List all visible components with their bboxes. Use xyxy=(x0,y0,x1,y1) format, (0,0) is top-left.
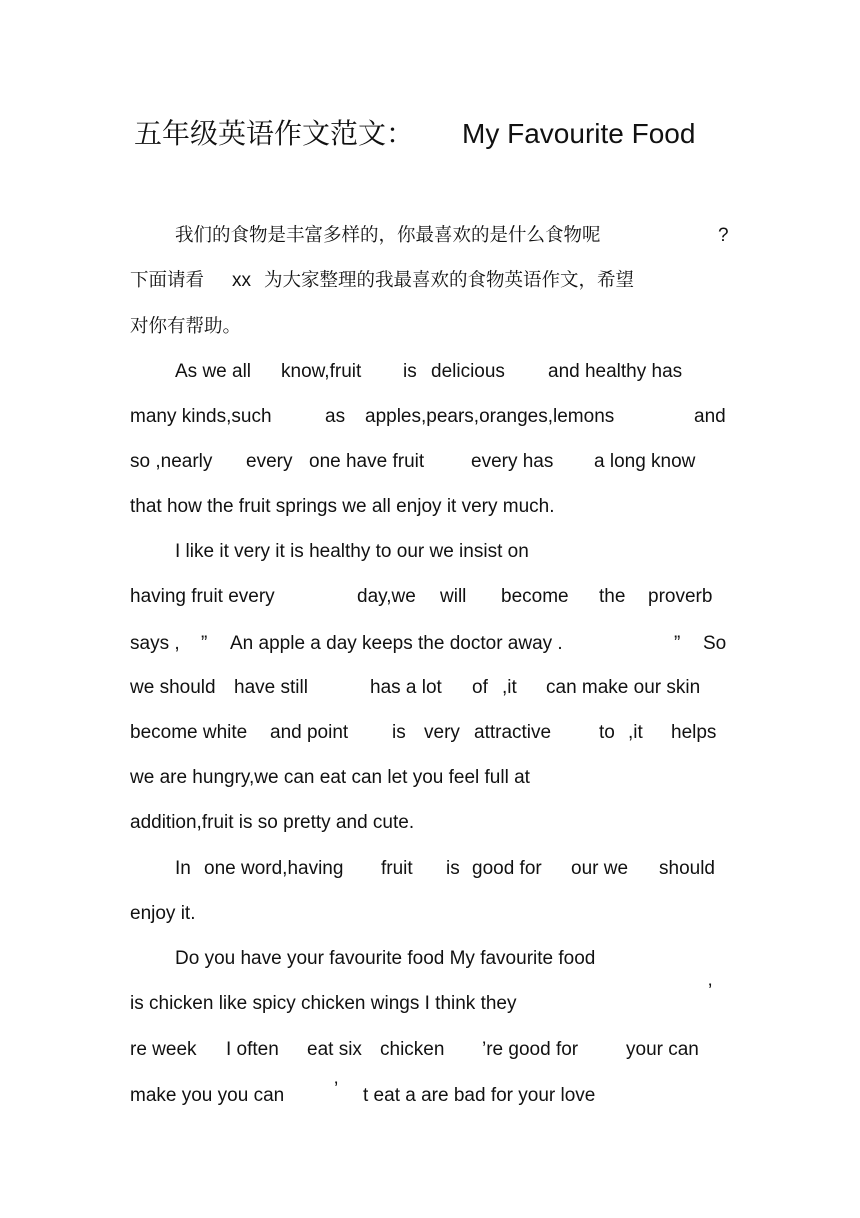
body-text: good for xyxy=(472,858,542,879)
intro-line-3 xyxy=(130,313,430,341)
body-text: very xyxy=(424,722,460,743)
title-chinese: 五年级英语作文范文： xyxy=(134,117,415,150)
body-text: a long know xyxy=(594,451,696,472)
body-text: can make our skin xyxy=(546,677,701,698)
body-text: So xyxy=(703,633,727,654)
body-line-14 xyxy=(175,945,735,973)
body-line-9 xyxy=(130,719,730,747)
body-text: become xyxy=(501,586,569,607)
body-text: is chicken like spicy chicken wings I think they xyxy=(130,993,517,1014)
body-line-8 xyxy=(130,674,730,702)
quote-mark: ” xyxy=(201,633,208,654)
body-line-10 xyxy=(130,764,730,792)
body-text: every has xyxy=(471,451,554,472)
body-text: enjoy it. xyxy=(130,903,196,924)
intro-line-1 xyxy=(175,222,735,250)
body-text: is xyxy=(403,361,417,382)
body-text: chicken xyxy=(380,1039,445,1060)
page-title xyxy=(134,112,695,152)
body-text: An apple a day keeps the doctor away . xyxy=(230,633,563,654)
body-text: our we xyxy=(571,858,629,879)
apostrophe: ’ xyxy=(334,1079,339,1100)
body-text: is xyxy=(446,858,460,879)
body-text: every xyxy=(246,451,293,472)
quote-mark: ” xyxy=(674,633,681,654)
body-text: helps xyxy=(671,722,717,743)
body-text: to xyxy=(599,722,615,743)
body-line-6 xyxy=(130,583,730,611)
body-text: addition,fruit is so pretty and cute. xyxy=(130,812,415,833)
body-line-7 xyxy=(130,630,730,658)
body-text: and healthy has xyxy=(548,361,683,382)
body-text: become white xyxy=(130,722,248,743)
body-text: I like it very it is healthy to our we insist on xyxy=(175,541,529,562)
body-text: having fruit every xyxy=(130,586,275,607)
body-text: has a lot xyxy=(370,677,442,698)
body-text: ,it xyxy=(628,722,643,743)
body-text: says , xyxy=(130,633,180,654)
body-text: one word,having xyxy=(204,858,344,879)
body-text: as xyxy=(325,406,346,427)
body-text: ,it xyxy=(502,677,517,698)
body-text: know,fruit xyxy=(281,361,362,382)
body-text: that how the fruit springs we all enjoy it very much. xyxy=(130,496,555,517)
intro-question-mark: ? xyxy=(718,225,729,246)
body-text: of xyxy=(472,677,488,698)
body-text: we are hungry,we can eat can let you feel full at xyxy=(130,767,530,788)
body-text: I often xyxy=(226,1039,279,1060)
intro-text-2a: 下面请看 xyxy=(130,270,205,291)
body-line-16 xyxy=(130,1036,730,1064)
body-text: apples,pears,oranges,lemons xyxy=(365,406,615,427)
body-line-12 xyxy=(175,855,735,883)
body-line-15 xyxy=(130,981,730,1018)
body-text: your can xyxy=(626,1039,699,1060)
body-text: Do you have your favourite food My favourite food xyxy=(175,948,596,969)
body-line-3 xyxy=(130,448,730,476)
body-text: fruit xyxy=(381,858,413,879)
body-text: one have fruit xyxy=(309,451,425,472)
body-text: so ,nearly xyxy=(130,451,213,472)
body-text: is xyxy=(392,722,406,743)
title-english: My Favourite Food xyxy=(462,118,696,149)
apostrophe: ’ xyxy=(708,981,713,1002)
body-line-2 xyxy=(130,403,730,431)
intro-text-2c: 为大家整理的我最喜欢的食物英语作文，希望 xyxy=(264,270,635,291)
body-text: As we all xyxy=(175,361,252,382)
body-text: make you you can xyxy=(130,1085,285,1106)
body-line-5 xyxy=(175,538,735,566)
body-text: delicious xyxy=(431,361,505,382)
body-line-13 xyxy=(130,900,430,928)
body-line-4 xyxy=(130,493,730,521)
body-text: and xyxy=(694,406,726,427)
body-text: eat six xyxy=(307,1039,362,1060)
body-text: In xyxy=(175,858,191,879)
body-text: will xyxy=(440,586,467,607)
body-text: many kinds,such xyxy=(130,406,272,427)
body-text: re week xyxy=(130,1039,197,1060)
body-text: proverb xyxy=(648,586,713,607)
body-text: we should xyxy=(130,677,216,698)
body-text: should xyxy=(659,858,715,879)
intro-line-2 xyxy=(130,267,730,295)
body-text: t eat a are bad for your love xyxy=(363,1085,596,1106)
body-line-11 xyxy=(130,809,730,837)
body-text: the xyxy=(599,586,626,607)
body-text: have still xyxy=(234,677,308,698)
body-text: attractive xyxy=(474,722,552,743)
intro-text-3: 对你有帮助。 xyxy=(130,316,242,337)
body-line-1 xyxy=(175,358,735,386)
intro-text-1: 我们的食物是丰富多样的，你最喜欢的是什么食物呢 xyxy=(175,225,601,246)
body-line-17 xyxy=(130,1079,730,1110)
body-text: ’re good for xyxy=(482,1039,579,1060)
intro-text-2b: xx xyxy=(232,270,251,291)
body-text: day,we xyxy=(357,586,416,607)
body-text: and point xyxy=(270,722,349,743)
